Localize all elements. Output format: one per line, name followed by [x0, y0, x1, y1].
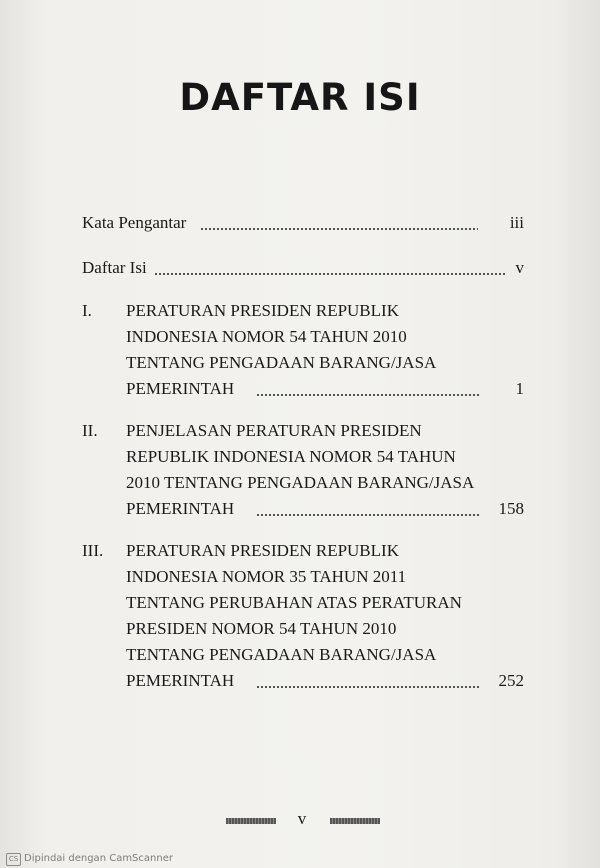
- camscanner-logo-icon: CS: [6, 853, 21, 866]
- chapter-title-line: PEMERINTAH: [126, 671, 235, 690]
- chapter-numeral: II.: [82, 421, 98, 440]
- chapter-page: 252: [498, 671, 524, 690]
- chapter-title-line: 2010 TENTANG PENGADAAN BARANG/JASA: [126, 473, 475, 492]
- chapter-numeral: I.: [82, 301, 92, 320]
- chapter-title-line: REPUBLIK INDONESIA NOMOR 54 TAHUN: [126, 447, 456, 466]
- footer-ornament-left: [226, 818, 276, 824]
- chapter-page: 1: [515, 379, 524, 398]
- leader-dots: [256, 514, 480, 516]
- footer-ornament-right: [330, 818, 380, 824]
- chapter-title-line: PERATURAN PRESIDEN REPUBLIK: [126, 541, 399, 560]
- chapter-title-line: PEMERINTAH: [126, 379, 235, 398]
- chapter-title-line: INDONESIA NOMOR 54 TAHUN 2010: [126, 327, 407, 346]
- leader-dots: [256, 686, 480, 688]
- chapter-title-line: PEMERINTAH: [126, 499, 235, 518]
- chapter-title-line: TENTANG PENGADAAN BARANG/JASA: [126, 645, 437, 664]
- chapter-numeral: III.: [82, 541, 104, 560]
- page-title: DAFTAR ISI: [179, 76, 421, 119]
- chapter-title-line: TENTANG PENGADAAN BARANG/JASA: [126, 353, 437, 372]
- chapter-title-line: TENTANG PERUBAHAN ATAS PERATURAN: [126, 593, 462, 612]
- chapter-title-line: PENJELASAN PERATURAN PRESIDEN: [126, 421, 422, 440]
- leader-dots: [256, 394, 480, 396]
- scanner-watermark-text: Dipindai dengan CamScanner: [24, 853, 173, 864]
- toc-entry-page: iii: [509, 213, 524, 232]
- toc-entry-label: Daftar Isi: [82, 258, 147, 277]
- chapter-page: 158: [498, 499, 524, 518]
- leader-dots: [154, 273, 506, 275]
- toc-entry-label: Kata Pengantar: [82, 213, 187, 232]
- chapter-title-line: INDONESIA NOMOR 35 TAHUN 2011: [126, 567, 407, 586]
- toc-entry-page: v: [515, 258, 524, 277]
- scanner-watermark: [0, 850, 600, 868]
- leader-dots: [200, 228, 478, 230]
- page-footer: [0, 810, 600, 830]
- footer-page-number: v: [297, 809, 307, 828]
- chapter-title-line: PERATURAN PRESIDEN REPUBLIK: [126, 301, 399, 320]
- chapter-title-line: PRESIDEN NOMOR 54 TAHUN 2010: [126, 619, 397, 638]
